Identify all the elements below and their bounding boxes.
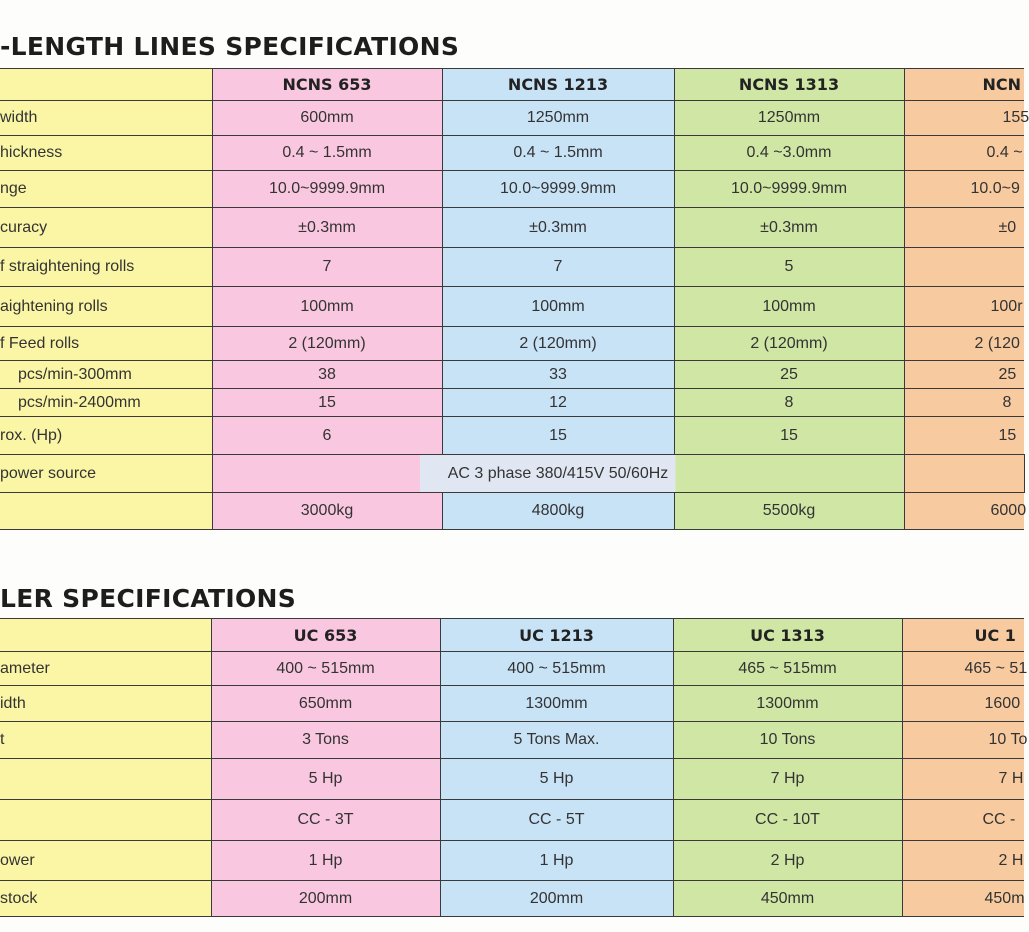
header-ncns-1313: NCNS 1313 <box>674 69 904 101</box>
table-cell: ±0.3mm <box>442 208 674 248</box>
table-row <box>0 287 1024 327</box>
table-cell: 1300mm <box>673 686 902 722</box>
uncoiler-spec-table <box>0 618 1028 917</box>
table-cell: 3000kg <box>212 493 442 530</box>
table-cell: 5 <box>674 248 904 287</box>
table-cell: 8 <box>904 389 1024 417</box>
row-label: aightening rolls <box>0 287 212 327</box>
table-cell: 155 <box>904 101 1024 136</box>
table-row <box>0 686 1024 722</box>
table-cell: CC - <box>902 800 1024 841</box>
header-label-cell <box>0 69 212 101</box>
table-cell: 400 ~ 515mm <box>440 652 673 686</box>
table-cell: 15 <box>442 417 674 455</box>
table-cell: 12 <box>442 389 674 417</box>
table-row <box>0 136 1024 171</box>
table-cell: 1250mm <box>674 101 904 136</box>
row-label <box>0 493 212 530</box>
table-cell: CC - 3T <box>211 800 440 841</box>
table-row <box>0 171 1024 208</box>
table-cell: 4800kg <box>442 493 674 530</box>
table-row <box>0 881 1024 917</box>
table-cell: 0.4 ~ <box>904 136 1024 171</box>
row-label: f straightening rolls <box>0 248 212 287</box>
header-uc-1313: UC 1313 <box>673 619 902 652</box>
header-ncns-1213: NCNS 1213 <box>442 69 674 101</box>
row-label <box>0 759 211 800</box>
table-cell: 1250mm <box>442 101 674 136</box>
table-row <box>0 208 1024 248</box>
table-row <box>0 722 1024 759</box>
table-cell: 7 <box>212 248 442 287</box>
table-cell: 2 (120 <box>904 327 1024 361</box>
table-cell: 10 To <box>902 722 1024 759</box>
table-cell: CC - 5T <box>440 800 673 841</box>
power-source-row <box>0 455 1024 493</box>
table-row <box>0 389 1024 417</box>
table-row <box>0 759 1024 800</box>
table-cell: 1 Hp <box>211 841 440 881</box>
table-cell: 465 ~ 515mm <box>673 652 902 686</box>
table-cell: 15 <box>904 417 1024 455</box>
table-cell <box>904 248 1024 287</box>
table-header-row <box>0 69 1024 101</box>
row-label: width <box>0 101 212 136</box>
table-cell: 38 <box>212 361 442 389</box>
table-cell: 100r <box>904 287 1024 327</box>
header-ncns-cut: NCN <box>904 69 1024 101</box>
header-uc-1213: UC 1213 <box>440 619 673 652</box>
table-cell: 3 Tons <box>211 722 440 759</box>
row-label <box>0 800 211 841</box>
row-label: hickness <box>0 136 212 171</box>
row-label: ameter <box>0 652 211 686</box>
table-cell: 5 Tons Max. <box>440 722 673 759</box>
table-cell: 0.4 ~ 1.5mm <box>442 136 674 171</box>
table-header-row <box>0 619 1024 652</box>
table-row <box>0 652 1024 686</box>
table-cell: 1600 <box>902 686 1024 722</box>
table-row <box>0 101 1024 136</box>
row-label: pcs/min-2400mm <box>0 389 212 417</box>
table-cell: 0.4 ~3.0mm <box>674 136 904 171</box>
table-cell: 400 ~ 515mm <box>211 652 440 686</box>
header-uc-cut: UC 1 <box>902 619 1024 652</box>
table-row <box>0 327 1024 361</box>
table-cell: 650mm <box>211 686 440 722</box>
table-cell: 2 Hp <box>673 841 902 881</box>
table-cell: 5 Hp <box>211 759 440 800</box>
table-cell: ±0.3mm <box>674 208 904 248</box>
row-label: power source <box>0 455 212 493</box>
table-cell: 450m <box>902 881 1024 917</box>
power-source-value: AC 3 phase 380/415V 50/60Hz <box>212 455 904 493</box>
table-cell: 465 ~ 51 <box>902 652 1024 686</box>
table-cell: 200mm <box>211 881 440 917</box>
row-label: t <box>0 722 211 759</box>
weight-row <box>0 493 1024 530</box>
header-label-cell <box>0 619 211 652</box>
table-cell: 7 H <box>902 759 1024 800</box>
table-cell: 25 <box>674 361 904 389</box>
table-cell: 7 Hp <box>673 759 902 800</box>
cut-to-length-spec-table <box>0 68 1029 530</box>
table-row <box>0 800 1024 841</box>
header-ncns-653: NCNS 653 <box>212 69 442 101</box>
table-row <box>0 248 1024 287</box>
table-cell: 6000 <box>904 493 1024 530</box>
row-label: idth <box>0 686 211 722</box>
table-cell: 10.0~9999.9mm <box>442 171 674 208</box>
table-cell: 15 <box>212 389 442 417</box>
table-cell: 1300mm <box>440 686 673 722</box>
table-cell: 25 <box>904 361 1024 389</box>
table-cell: 450mm <box>673 881 902 917</box>
table-cell: 7 <box>442 248 674 287</box>
table-cell: 2 (120mm) <box>212 327 442 361</box>
table-cell: 33 <box>442 361 674 389</box>
header-uc-653: UC 653 <box>211 619 440 652</box>
table-cell: 600mm <box>212 101 442 136</box>
table-cell: 2 (120mm) <box>442 327 674 361</box>
row-label: curacy <box>0 208 212 248</box>
row-label: nge <box>0 171 212 208</box>
table-cell: 200mm <box>440 881 673 917</box>
row-label: ower <box>0 841 211 881</box>
row-label: f Feed rolls <box>0 327 212 361</box>
table-cell <box>904 455 1024 493</box>
table-cell: 100mm <box>674 287 904 327</box>
table-cell: 10 Tons <box>673 722 902 759</box>
row-label: stock <box>0 881 211 917</box>
table-row <box>0 841 1024 881</box>
row-label: rox. (Hp) <box>0 417 212 455</box>
table-cell: 5 Hp <box>440 759 673 800</box>
table-cell: 2 (120mm) <box>674 327 904 361</box>
table-cell: 1 Hp <box>440 841 673 881</box>
table-cell: ±0 <box>904 208 1024 248</box>
table-cell: 15 <box>674 417 904 455</box>
table-cell: 0.4 ~ 1.5mm <box>212 136 442 171</box>
table-cell: 8 <box>674 389 904 417</box>
table-cell: ±0.3mm <box>212 208 442 248</box>
table-cell: 6 <box>212 417 442 455</box>
section2-title: LER SPECIFICATIONS <box>0 584 297 613</box>
table-cell: 5500kg <box>674 493 904 530</box>
table-row <box>0 361 1024 389</box>
table-cell: 10.0~9999.9mm <box>212 171 442 208</box>
section1-title: -LENGTH LINES SPECIFICATIONS <box>0 32 460 61</box>
table-cell: 100mm <box>212 287 442 327</box>
table-cell: 2 H <box>902 841 1024 881</box>
row-label: pcs/min-300mm <box>0 361 212 389</box>
table-cell: CC - 10T <box>673 800 902 841</box>
table-cell: 10.0~9999.9mm <box>674 171 904 208</box>
table-row <box>0 417 1024 455</box>
table-cell: 10.0~9 <box>904 171 1024 208</box>
table-cell: 100mm <box>442 287 674 327</box>
